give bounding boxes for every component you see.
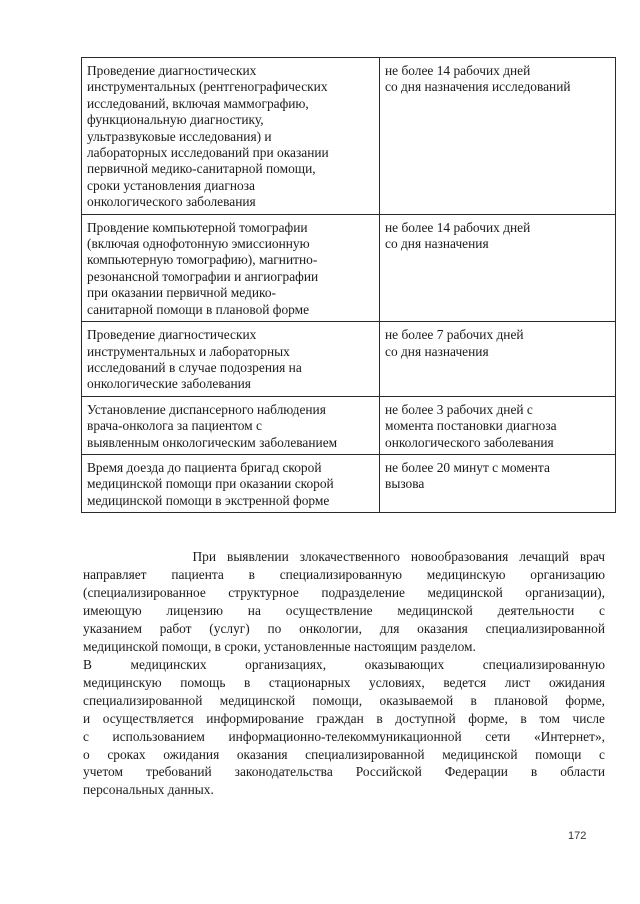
table-row (82, 58, 616, 215)
cell-line: Провдение компьютерной томографии (87, 219, 308, 235)
cell-line: Проведение диагностических (87, 63, 257, 78)
paragraph-line: (специализированное структурное подразделение медицинской организации), (83, 584, 605, 600)
term-cell (380, 58, 616, 215)
cell-line: функциональную диагностику, (87, 112, 264, 128)
cell-line: инструментальных и лабораторных (87, 343, 290, 359)
cell-line: медицинской помощи в экстренной форме (87, 492, 330, 508)
cell-line: лабораторных исследований при оказании (87, 145, 329, 161)
cell-line: медицинской помощи при оказании скорой (87, 476, 334, 492)
table-row (82, 454, 616, 512)
waiting-times-table (81, 57, 616, 513)
cell-line: исследований в случае подозрения на (87, 359, 302, 375)
paragraph-line: о сроках ожидания оказания специализированной медицинской помощи с (83, 746, 605, 762)
cell-line: онкологического заболевания (385, 434, 554, 450)
procedure-cell (82, 396, 380, 454)
cell-line: Проведение диагностических (87, 327, 257, 343)
cell-line: со дня назначения (385, 236, 489, 252)
cell-line: компьютерную томографию), магнитно- (87, 252, 318, 268)
table-row (82, 396, 616, 454)
paragraph-line: имеющую лицензию на осуществление медицинской деятельности с (83, 602, 605, 618)
page-number: 172 (568, 830, 587, 842)
cell-line: не более 14 рабочих дней (385, 63, 531, 78)
cell-line: санитарной помощи в плановой форме (87, 301, 310, 317)
paragraph-line: медицинской помощи, в сроки, установленные настоящим разделом. (83, 638, 476, 654)
cell-line: не более 14 рабочих дней (385, 219, 531, 235)
cell-line: Время доезда до пациента бригад скорой (87, 459, 322, 475)
cell-line: не более 20 минут с момента (385, 459, 550, 475)
paragraph-referral (83, 548, 605, 655)
term-cell (380, 322, 616, 397)
cell-line: со дня назначения исследований (385, 79, 571, 95)
paragraph-waiting-list (83, 656, 605, 799)
procedure-cell (82, 454, 380, 512)
cell-line: сроки установления диагноза (87, 177, 255, 193)
cell-line: первичной медико-санитарной помощи, (87, 161, 316, 177)
cell-line: резонансной томографии и ангиографии (87, 268, 319, 284)
procedure-cell (82, 214, 380, 321)
cell-line: (включая однофотонную эмиссионную (87, 236, 310, 252)
paragraph-line: В медицинских организациях, оказывающих специализированную (83, 657, 605, 672)
paragraph-line: учетом требований законодательства Российской Федерации в области (83, 764, 605, 780)
procedure-cell (82, 322, 380, 397)
paragraph-line: При выявлении злокачественного новообразования лечащий врач (83, 549, 605, 564)
procedure-cell (82, 58, 380, 215)
cell-line: не более 3 рабочих дней с (385, 401, 533, 417)
cell-line: Установление диспансерного наблюдения (87, 401, 326, 417)
paragraph-line: персональных данных. (83, 782, 214, 798)
cell-line: инструментальных (рентгенографических (87, 79, 328, 95)
cell-line: при оказании первичной медико- (87, 285, 276, 301)
paragraph-line: направляет пациента в специализированную медицинскую организацию (83, 566, 605, 582)
cell-line: исследований, включая маммографию, (87, 95, 309, 111)
table-row (82, 322, 616, 397)
term-cell (380, 214, 616, 321)
cell-line: момента постановки диагноза (385, 418, 557, 434)
cell-line: врача-онколога за пациентом с (87, 418, 262, 434)
term-cell (380, 454, 616, 512)
cell-line: онкологического заболевания (87, 194, 256, 210)
cell-line: не более 7 рабочих дней (385, 327, 524, 343)
cell-line: онкологические заболевания (87, 376, 251, 392)
paragraph-line: специализированной медицинской помощи, оказываемой в плановой форме, (83, 692, 605, 708)
paragraph-line: с использованием информационно-телекоммуникационной сети «Интернет», (83, 728, 605, 744)
table-row (82, 214, 616, 321)
paragraph-line: указанием работ (услуг) по онкологии, для оказания специализированной (83, 620, 605, 636)
paragraph-line: медицинскую помощь в стационарных условиях, ведется лист ожидания (83, 674, 605, 690)
cell-line: выявленным онкологическим заболеванием (87, 434, 338, 450)
paragraph-line: и осуществляется информирование граждан в доступной форме, в том числе (83, 710, 605, 726)
cell-line: со дня назначения (385, 343, 489, 359)
cell-line: вызова (385, 476, 425, 492)
cell-line: ультразвуковые исследования) и (87, 128, 272, 144)
table-body (82, 58, 616, 513)
term-cell (380, 396, 616, 454)
